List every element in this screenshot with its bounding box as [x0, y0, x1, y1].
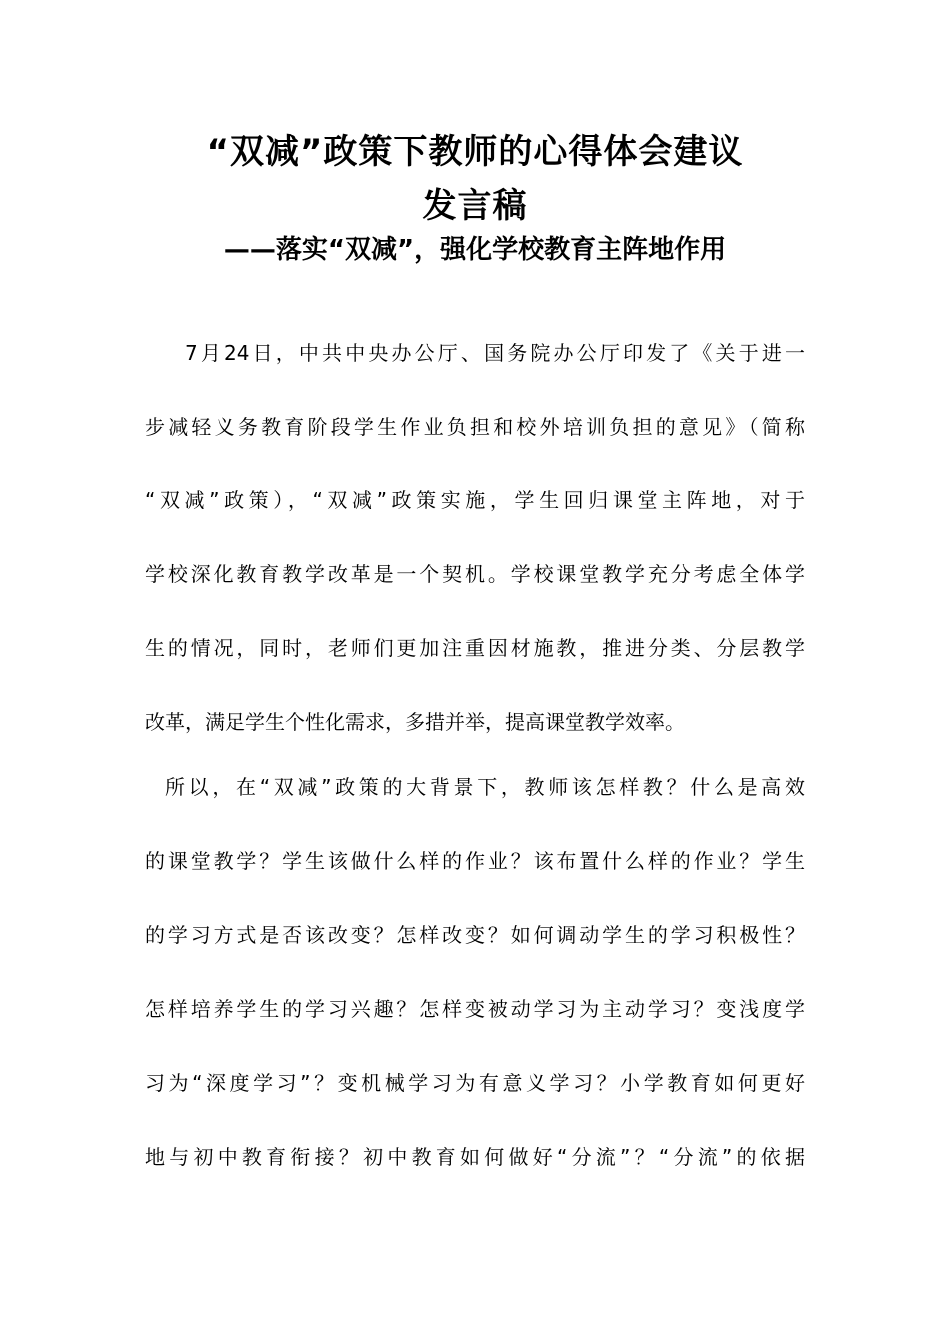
paragraph-line: 步减轻义务教育阶段学生作业负担和校外培训负担的意见》（简称 [145, 415, 805, 439]
paragraph-line: “双减”政策），“双减”政策实施，学生回归课堂主阵地，对于 [145, 488, 805, 512]
paragraph-line: 怎样培养学生的学习兴趣？怎样变被动学习为主动学习？变浅度学 [145, 997, 805, 1021]
paragraph-line: 习为“深度学习”？变机械学习为有意义学习？小学教育如何更好 [145, 1071, 805, 1095]
paragraph-line: 的学习方式是否该改变？怎样改变？如何调动学生的学习积极性？ [145, 923, 805, 947]
document-title-line-2: 发言稿 [422, 186, 528, 226]
paragraph-line: 所以，在“双减”政策的大背景下，教师该怎样教？什么是高效 [165, 775, 805, 799]
paragraph-line: 的课堂教学？学生该做什么样的作业？该布置什么样的作业？学生 [145, 849, 805, 873]
document-title-line-1: “双减”政策下教师的心得体会建议 [206, 132, 744, 172]
paragraph-line: 地与初中教育衔接？初中教育如何做好“分流”？“分流”的依据 [145, 1145, 805, 1169]
document-subtitle: ——落实“双减”，强化学校教育主阵地作用 [223, 235, 727, 265]
paragraph-line: 学校深化教育教学改革是一个契机。学校课堂教学充分考虑全体学 [145, 562, 805, 586]
paragraph-line: 7月24日，中共中央办公厅、国务院办公厅印发了《关于进一 [185, 341, 805, 365]
paragraph-line: 改革，满足学生个性化需求，多措并举，提高课堂教学效率。 [145, 710, 685, 734]
paragraph-line: 生的情况，同时，老师们更加注重因材施教，推进分类、分层教学 [145, 636, 805, 660]
